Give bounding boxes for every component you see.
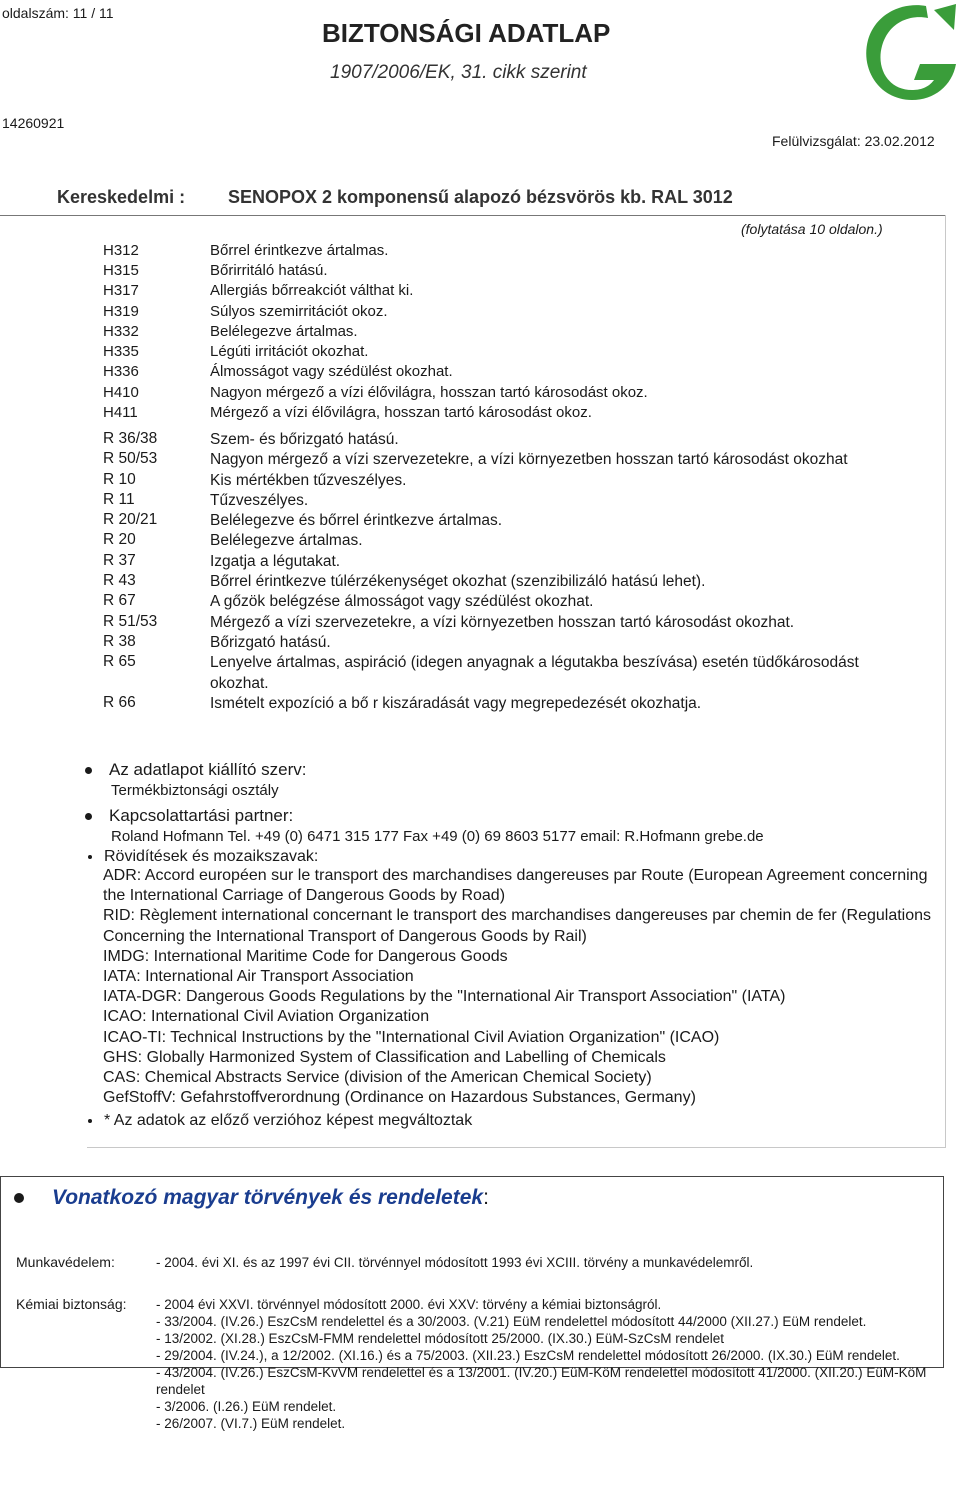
law-line: - 26/2007. (VI.7.) EüM rendelet. [156,1416,346,1431]
hazard-text: Allergiás bőrreakciót válthat ki. [210,282,414,300]
hazard-code: H317 [103,282,139,300]
hazard-text: Mérgező a vízi élővilágra, hosszan tartó károsodást okoz. [210,404,592,422]
laws-title-colon: : [483,1186,489,1209]
law-line: - 43/2004. (IV.26.) EszCsM-KvVM rendelettel és a 13/2001. (IV.20.) EüM-KöM rendelettel módosított 41/2000. (XII.20.) EüM-KöM rendelet [156,1365,927,1397]
risk-phrase [103,633,900,653]
bullet-icon [14,1193,24,1203]
abbreviation-item: IATA-DGR: Dangerous Goods Regulations by the "International Air Transport Association" (IATA) [103,988,786,1006]
abbreviation-item: ICAO: International Civil Aviation Organization [103,1008,430,1026]
abbreviation-item: RID: Règlement international concernant le transport des marchandises dangereuses par chemin de fer (Regulations Concerning the International Transport of Dangerous Goods by Rail) [103,907,932,945]
hazard-code: H335 [103,343,139,361]
document-id: 14260921 [2,115,65,131]
bullet-icon [88,1119,92,1123]
law-line: - 13/2002. (XI.28.) EszCsM-FMM rendelettel módosított 25/2000. (IX.30.) EüM-SzCsM rendelet [156,1331,724,1346]
risk-code: R 51/53 [103,612,158,630]
risk-code: R 10 [103,470,136,488]
risk-text: A gőzök belégzése álmosságot vagy szédülést okozhat. [210,593,594,611]
trade-name-value: SENOPOX 2 komponensű alapozó bézsvörös kb. RAL 3012 [228,187,733,207]
risk-code: R 38 [103,632,136,650]
hazard-statement-list [103,240,648,423]
hazard-text: Légúti irritációt okozhat. [210,343,369,361]
revision-date: Felülvizsgálat: 23.02.2012 [772,133,935,149]
hazard-text: Bőrirritáló hatású. [210,261,328,279]
hazard-statement [103,402,648,422]
hazard-text: Nagyon mérgező a vízi élővilágra, hosszan tartó károsodást okoz. [210,383,648,401]
risk-code: R 43 [103,572,136,590]
continuation-note: (folytatása 10 oldalon.) [741,221,883,237]
risk-code: R 36/38 [103,430,158,447]
risk-phrase [103,471,900,491]
risk-code: R 67 [103,592,136,610]
hazard-code: H315 [103,261,139,279]
risk-code: R 11 [103,490,135,508]
hazard-text: Álmosságot vagy szédülést okozhat. [210,363,453,381]
hazard-code: H332 [103,322,139,340]
risk-phrase [103,694,900,714]
abbreviation-item: CAS: Chemical Abstracts Service (division of the American Chemical Society) [103,1069,652,1087]
labor-text: - 2004. évi XI. és az 1997 évi CII. törvénnyel módosított 1993 évi XCIII. törvény a munkavédelemről. [156,1255,754,1270]
issuer-value: Termékbiztonsági osztály [111,782,279,799]
laws-title: Vonatkozó magyar törvények és rendeletek [52,1186,484,1209]
risk-code: R 66 [103,693,136,711]
risk-code: R 20 [103,531,136,549]
chem-safety-label: Kémiai biztonság: [16,1296,127,1312]
chem-safety-list [156,1296,936,1432]
contact-label: Kapcsolattartási partner: [109,806,294,825]
abbreviations-list [103,866,933,1108]
hazard-text: Súlyos szemirritációt okoz. [210,302,388,320]
hazard-statement [103,362,648,382]
abbreviation-item: GefStoffV: Gefahrstoffverordnung (Ordinance on Hazardous Substances, Germany) [103,1089,696,1107]
abbreviation-item: ICAO-TI: Technical Instructions by the "International Civil Aviation Organization" (ICAO) [103,1028,720,1046]
contact-heading [85,806,293,826]
bullet-icon [85,767,92,774]
law-line: - 29/2004. (IV.24.), a 12/2002. (XI.16.) és a 75/2003. (XII.23.) EszCsM rendelettel módosított 26/2000. (IX.30.) EüM rendelet. [156,1348,900,1363]
bullet-icon [88,855,92,859]
hazard-text: Bőrrel érintkezve ártalmas. [210,241,389,259]
hazard-code: H336 [103,363,139,381]
risk-text: Ismételt expozíció a bő r kiszáradását vagy megrepedezését okozhatja. [210,694,702,712]
risk-code: R 50/53 [103,450,158,468]
risk-code: R 65 [103,653,136,671]
risk-phrase [103,592,900,612]
issuer-heading [85,760,306,780]
risk-text: Bőrrel érintkezve túlérzékenységet okozhat (szenzibilizáló hatású lehet). [210,573,706,591]
changed-note [88,1112,472,1130]
abbreviation-item: GHS: Globally Harmonized System of Classification and Labelling of Chemicals [103,1048,666,1066]
document-subtitle: 1907/2006/EK, 31. cikk szerint [330,62,587,83]
risk-text: Bőrizgató hatású. [210,633,331,651]
risk-phrase [103,511,900,531]
risk-text: Nagyon mérgező a vízi szervezetekre, a vízi környezetben hosszan tartó károsodást okozhat [210,451,848,469]
risk-phrase [103,613,900,633]
hazard-statement [103,301,648,321]
labor-label: Munkavédelem: [16,1254,115,1270]
risk-text: Izgatja a légutakat. [210,552,341,570]
document-title: BIZTONSÁGI ADATLAP [322,18,611,48]
abbreviations-heading [88,848,318,866]
law-line: - 2004 évi XXVI. törvénnyel módosított 2000. évi XXV: törvény a kémiai biztonságról. [156,1297,662,1312]
risk-phrase [103,552,900,572]
risk-phrase [103,450,900,470]
hazard-code: H410 [103,383,139,401]
risk-phrase-list [103,430,900,714]
hazard-code: H319 [103,302,139,320]
risk-text: Kis mértékben tűzveszélyes. [210,471,407,489]
contact-value: Roland Hofmann Tel. +49 (0) 6471 315 177 Fax +49 (0) 69 8603 5177 email: R.Hofmann grebe.de [111,828,764,845]
changed-note-text: * Az adatok az előző verzióhoz képest megváltoztak [104,1112,473,1129]
trade-name-label: Kereskedelmi : [57,187,186,207]
risk-phrase [103,653,900,694]
hazard-statement [103,341,648,361]
hazard-code: H411 [103,404,138,422]
risk-text: Tűzveszélyes. [210,491,309,509]
risk-text: Belélegezve ártalmas. [210,532,363,550]
abbreviations-label: Rövidítések és mozaikszavak: [104,848,319,865]
bullet-icon [85,813,92,820]
risk-text: Lenyelve ártalmas, aspiráció (idegen anyagnak a légutakba beszívása) esetén tüdőkárosodást okozhat. [210,654,859,692]
hazard-statement [103,240,648,260]
hazard-statement [103,382,648,402]
law-line: - 3/2006. (I.26.) EüM rendelet. [156,1399,337,1414]
abbreviation-item: ADR: Accord européen sur le transport des marchandises dangereuses par Route (European Agreement concerning the International Carriage of Dangerous Goods by Road) [103,867,928,905]
hazard-text: Belélegezve ártalmas. [210,322,358,340]
risk-phrase [103,572,900,592]
page-number: oldalszám: 11 / 11 [2,5,114,21]
hazard-code: H312 [103,241,139,259]
g-logo-icon [856,0,960,108]
law-line: - 33/2004. (IV.26.) EszCsM rendelettel és a 30/2003. (V.21) EüM rendelettel módosított 44/2000 (XII.27.) EüM rendelet. [156,1314,867,1329]
risk-text: Belélegezve és bőrrel érintkezve ártalmas. [210,512,503,530]
risk-code: R 37 [103,551,136,569]
issuer-label: Az adatlapot kiállító szerv: [109,760,307,779]
risk-phrase [103,531,900,551]
hazard-statement [103,260,648,280]
abbreviation-item: IMDG: International Maritime Code for Dangerous Goods [103,947,508,965]
hazard-statement [103,281,648,301]
risk-phrase [103,430,900,450]
risk-text: Mérgező a vízi szervezetekre, a vízi környezetben hosszan tartó károsodást okozhat. [210,613,795,631]
laws-heading [14,1186,489,1210]
abbreviation-item: IATA: International Air Transport Association [103,968,414,986]
hazard-statement [103,321,648,341]
risk-text: Szem- és bőrizgató hatású. [210,431,399,448]
risk-code: R 20/21 [103,511,158,529]
risk-phrase [103,491,900,511]
